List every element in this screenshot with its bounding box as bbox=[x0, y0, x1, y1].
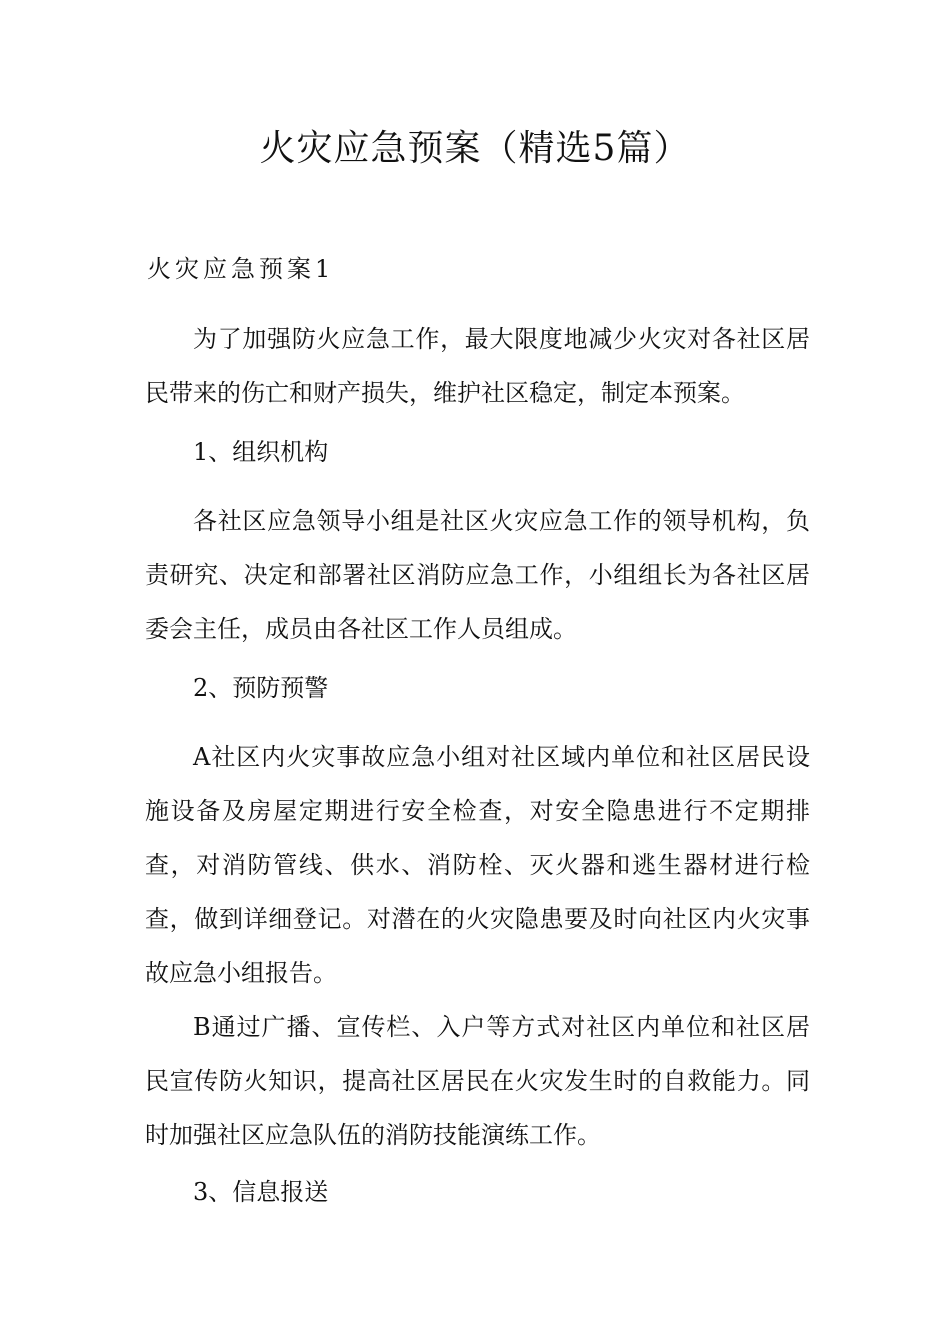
heading-reporting: 3、信息报送 bbox=[193, 1178, 329, 1206]
prevention-paragraph-a: A社区内火灾事故应急小组对社区域内单位和社区居民设施设备及房屋定期进行安全检查，对安全隐患进行不定期排查，对消防管线、供水、消防栓、灭火器和逃生器材进行检查，做到详细登记。对潜在的火灾隐患要及时向社区内火灾事故应急小组报告。 bbox=[145, 743, 810, 987]
prevention-paragraph-b: B通过广播、宣传栏、入户等方式对社区内单位和社区居民宣传防火知识，提高社区居民在火灾发生时的自救能力。同时加强社区应急队伍的消防技能演练工作。 bbox=[145, 1013, 810, 1149]
section-title: 火灾应急预案1 bbox=[147, 255, 335, 283]
heading-prevention: 2、预防预警 bbox=[193, 674, 329, 702]
document-title: 火灾应急预案（精选5篇） bbox=[259, 128, 691, 169]
heading-organization: 1、组织机构 bbox=[193, 438, 329, 466]
organization-paragraph: 各社区应急领导小组是社区火灾应急工作的领导机构，负责研究、决定和部署社区消防应急工作，小组组长为各社区居委会主任，成员由各社区工作人员组成。 bbox=[145, 507, 810, 643]
intro-paragraph: 为了加强防火应急工作，最大限度地减少火灾对各社区居民带来的伤亡和财产损失，维护社区稳定，制定本预案。 bbox=[145, 325, 810, 407]
